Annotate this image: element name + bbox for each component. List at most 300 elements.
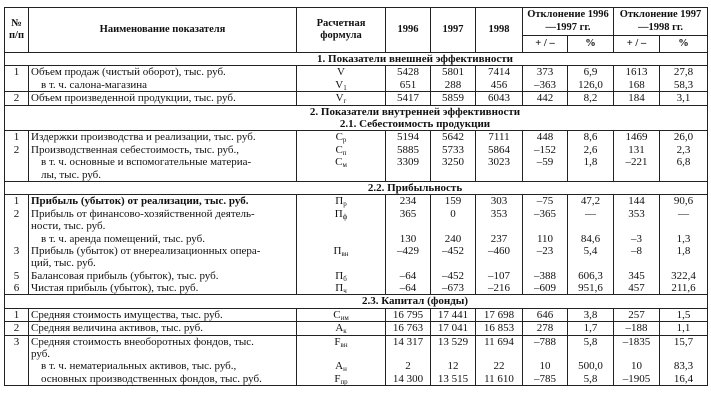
row-number-cell <box>5 335 29 386</box>
value: 288 <box>444 78 462 91</box>
indicator-name-cell <box>29 322 297 335</box>
formula: $F_{вн}$ <box>334 335 348 349</box>
value: –452 <box>442 244 464 257</box>
formula <box>299 257 383 269</box>
indicator-name: в т. ч. основные и вспомогательные материа- <box>41 156 252 169</box>
value: 353 <box>628 207 645 220</box>
value <box>662 257 705 269</box>
formula-cell <box>297 335 386 386</box>
value: 13 515 <box>437 372 469 385</box>
value: 234 <box>399 195 417 208</box>
value: –188 <box>625 322 648 335</box>
value-cell <box>660 308 708 321</box>
value-cell <box>568 66 614 92</box>
row-number <box>7 156 26 168</box>
value-cell <box>476 131 523 182</box>
value <box>570 257 611 269</box>
section-title <box>5 295 708 308</box>
value-cell <box>660 66 708 92</box>
value: 5428 <box>397 66 419 79</box>
value: –8 <box>631 244 642 257</box>
value: –1835 <box>622 335 651 348</box>
formula: $С_{им}$ <box>333 308 349 322</box>
value: 1469 <box>625 131 648 144</box>
value: 6,9 <box>583 66 598 79</box>
value: 10 <box>539 360 551 373</box>
value: –1905 <box>622 372 651 385</box>
row-number <box>7 257 26 269</box>
value: 159 <box>444 195 462 208</box>
value: –452 <box>442 269 464 282</box>
value: 373 <box>536 66 554 79</box>
value-cell <box>568 131 614 182</box>
value-cell <box>431 322 476 335</box>
value: 211,6 <box>671 282 696 295</box>
value: –673 <box>442 282 464 295</box>
row-number: 3 <box>13 335 20 348</box>
formula: $С_п$ <box>335 143 347 157</box>
value: 5642 <box>442 131 464 144</box>
value: 6043 <box>488 92 510 105</box>
section-subtitle-text: 2.1. Себестоимость продукции <box>339 117 491 130</box>
formula-subscript: м <box>342 161 347 170</box>
value: 3250 <box>442 156 464 169</box>
value: –152 <box>534 143 556 156</box>
value <box>478 348 520 360</box>
value-cell <box>660 195 708 295</box>
row-number: 2 <box>13 143 20 156</box>
value-cell <box>614 92 660 105</box>
value: –64 <box>399 269 417 282</box>
indicator-name: лы, тыс. руб. <box>41 168 102 181</box>
value-cell <box>476 322 523 335</box>
value: 184 <box>628 92 645 105</box>
value: 47,2 <box>580 195 601 208</box>
value <box>525 257 565 269</box>
value <box>388 348 428 360</box>
formula: $П_б$ <box>335 269 347 283</box>
value: 1,3 <box>676 232 691 245</box>
value: 5801 <box>442 66 464 79</box>
section-header <box>5 181 708 194</box>
col-header-dev-1996-1997: Отклонение 1996—1997 гг. <box>523 8 614 36</box>
value: 6,8 <box>676 156 691 169</box>
value: 13 529 <box>437 335 469 348</box>
value: –216 <box>488 282 510 295</box>
formula-subscript: пр <box>340 377 348 386</box>
value-cell <box>386 92 431 105</box>
value: 651 <box>399 78 417 91</box>
formula <box>299 233 383 245</box>
value-cell <box>476 308 523 321</box>
value: 365 <box>399 207 417 220</box>
value <box>616 169 657 181</box>
indicator-name: Производственная себестоимость, тыс. руб., <box>31 143 240 156</box>
value <box>433 348 473 360</box>
table-row <box>5 195 708 295</box>
value-cell <box>523 66 568 92</box>
formula-cell <box>297 66 386 92</box>
value: –460 <box>488 244 510 257</box>
indicator-name-cell <box>29 131 297 182</box>
indicator-name: Прибыль (убыток) от внереализационных опера- <box>31 244 261 257</box>
value-cell <box>431 92 476 105</box>
section-title-text: 2. Показатели внутренней эффективности <box>309 105 521 118</box>
value-cell <box>431 308 476 321</box>
indicator-name-cell <box>29 195 297 295</box>
formula: $С_р$ <box>335 131 347 145</box>
formula-subscript: г <box>343 97 347 106</box>
formula-subscript: ф <box>342 212 348 221</box>
row-number <box>7 233 26 245</box>
value <box>525 348 565 360</box>
value-cell <box>476 195 523 295</box>
row-number <box>7 169 26 181</box>
row-number: 1 <box>13 66 20 79</box>
value: 8,6 <box>583 131 598 144</box>
value: 303 <box>490 195 508 208</box>
value: 5194 <box>397 131 419 144</box>
row-number-cell <box>5 131 29 182</box>
value-cell <box>476 92 523 105</box>
value: 5885 <box>397 143 419 156</box>
formula <box>299 220 383 232</box>
value: 144 <box>628 195 645 208</box>
col-header-abs: + / – <box>614 36 660 53</box>
value: 27,8 <box>673 66 694 79</box>
value: –221 <box>625 156 648 169</box>
value: 11 610 <box>484 372 514 385</box>
formula: $П_ф$ <box>334 207 348 221</box>
value <box>433 257 473 269</box>
formula-subscript: р <box>343 200 347 209</box>
value: 83,3 <box>673 360 694 373</box>
value-cell <box>386 131 431 182</box>
value <box>478 220 520 232</box>
formula: $П_ч$ <box>335 282 347 296</box>
section-title-text: 2.2. Прибыльность <box>367 181 463 194</box>
value: 237 <box>490 232 508 245</box>
value: 3,8 <box>583 308 598 321</box>
value: 2 <box>405 360 411 373</box>
row-number <box>7 373 26 385</box>
value: 10 <box>631 360 642 373</box>
value: –785 <box>534 372 556 385</box>
indicator-name: Объем произведенной продукции, тыс. руб. <box>31 92 236 105</box>
indicator-name: в т. ч. нематериальных активов, тыс. руб., <box>41 360 237 373</box>
value: 2,6 <box>583 143 598 156</box>
value-cell <box>568 92 614 105</box>
formula-subscript: 1 <box>343 83 347 92</box>
value-cell <box>523 92 568 105</box>
indicator-name: ций, тыс. руб. <box>31 257 96 270</box>
value: –107 <box>488 269 510 282</box>
row-number <box>7 220 26 232</box>
value: 5,8 <box>583 372 598 385</box>
value <box>433 220 473 232</box>
value: 5,4 <box>583 244 598 257</box>
value-cell <box>614 308 660 321</box>
formula-cell <box>297 131 386 182</box>
value-cell <box>523 308 568 321</box>
value: 606,3 <box>578 269 603 282</box>
formula: $V_г$ <box>335 92 347 106</box>
value: 278 <box>536 322 554 335</box>
formula: $F_{пр}$ <box>334 372 348 386</box>
row-number <box>7 348 26 360</box>
formula-subscript: р <box>342 136 347 145</box>
value-cell <box>431 131 476 182</box>
formula-cell <box>297 308 386 321</box>
value-cell <box>660 335 708 386</box>
row-number <box>7 79 26 91</box>
formula: V <box>337 66 345 79</box>
value: 5859 <box>442 92 464 105</box>
value <box>662 220 705 232</box>
value: –363 <box>534 78 556 91</box>
value-cell <box>523 322 568 335</box>
row-number-cell <box>5 92 29 105</box>
row-number: 5 <box>13 269 20 282</box>
row-number <box>7 360 26 372</box>
row-number: 2 <box>13 207 20 220</box>
value-cell <box>386 335 431 386</box>
formula <box>299 348 383 360</box>
value: 1,8 <box>583 156 598 169</box>
formula-subscript: вн <box>341 249 349 258</box>
value-cell <box>431 195 476 295</box>
col-header-dev-1997-1998: Отклонение 1997—1998 гг. <box>614 8 708 36</box>
value-cell <box>431 335 476 386</box>
value: 130 <box>399 232 417 245</box>
indicator-name-cell <box>29 92 297 105</box>
indicator-name: Прибыль (убыток) от реализации, тыс. руб. <box>31 195 249 208</box>
value-cell <box>523 335 568 386</box>
value-cell <box>614 131 660 182</box>
value-cell <box>523 131 568 182</box>
value: 1,5 <box>676 308 691 321</box>
value-cell <box>523 195 568 295</box>
value: 1,8 <box>676 244 691 257</box>
value: 322,4 <box>671 269 696 282</box>
indicator-name: Средняя стоимость имущества, тыс. руб. <box>31 308 223 321</box>
value: 168 <box>628 78 645 91</box>
value-cell <box>568 308 614 321</box>
row-number: 1 <box>13 131 20 144</box>
value: –64 <box>399 282 417 295</box>
col-header-formula: Расчетная формула <box>297 8 386 53</box>
indicator-name: в т. ч. салона-магазина <box>41 78 148 91</box>
value <box>662 348 705 360</box>
value: 2,3 <box>676 143 691 156</box>
value: 257 <box>628 308 645 321</box>
value: 17 441 <box>437 308 469 321</box>
value-cell <box>660 92 708 105</box>
value <box>662 169 705 181</box>
section-header <box>5 295 708 308</box>
col-header-1998: 1998 <box>476 8 523 53</box>
section-title <box>5 105 708 131</box>
col-header-abs: + / – <box>523 36 568 53</box>
value: 5733 <box>442 143 464 156</box>
row-number-cell <box>5 308 29 321</box>
value-cell <box>660 322 708 335</box>
value: 951,6 <box>578 282 603 295</box>
table-row <box>5 66 708 92</box>
value: 84,6 <box>580 232 601 245</box>
table-row <box>5 322 708 335</box>
formula: $П_{вн}$ <box>333 244 349 258</box>
value: 345 <box>628 269 645 282</box>
value-cell <box>614 322 660 335</box>
indicator-name: ности, тыс. руб. <box>31 220 106 233</box>
value <box>433 169 473 181</box>
value-cell <box>660 131 708 182</box>
indicator-name: в т. ч. аренда помещений, тыс. руб. <box>41 232 206 245</box>
value: 646 <box>536 308 554 321</box>
value: 16,4 <box>673 372 694 385</box>
formula-subscript: ч <box>343 287 347 296</box>
value <box>388 257 428 269</box>
value: 14 317 <box>392 335 424 348</box>
indicator-name: Прибыль от финансово-хозяйственной деятель- <box>31 207 255 220</box>
col-header-pct: % <box>568 36 614 53</box>
value: –609 <box>534 282 556 295</box>
value: 456 <box>490 78 508 91</box>
indicator-name-cell <box>29 66 297 92</box>
value: — <box>585 207 596 220</box>
value: 5864 <box>488 143 510 156</box>
formula <box>299 169 383 181</box>
value: 7111 <box>488 131 510 144</box>
value: 3023 <box>488 156 510 169</box>
value <box>478 169 520 181</box>
value: 5,8 <box>583 335 598 348</box>
value: 240 <box>444 232 462 245</box>
value: 58,3 <box>673 78 694 91</box>
value: 126,0 <box>578 78 603 91</box>
value <box>616 257 657 269</box>
value-cell <box>431 66 476 92</box>
value: –3 <box>631 232 642 245</box>
value: 5417 <box>397 92 419 105</box>
indicator-name-cell <box>29 335 297 386</box>
col-header-1997: 1997 <box>431 8 476 53</box>
value: –59 <box>536 156 554 169</box>
section-title-text: 2.3. Капитал (фонды) <box>361 295 469 308</box>
value <box>525 169 565 181</box>
indicator-name: основных производственных фондов, тыс. руб. <box>41 372 262 385</box>
col-header-pct: % <box>660 36 708 53</box>
value: 7414 <box>488 66 510 79</box>
indicator-name: Балансовая прибыль (убыток), тыс. руб. <box>31 269 219 282</box>
indicators-table <box>4 7 708 386</box>
value: –365 <box>534 207 556 220</box>
value: 1613 <box>625 66 648 79</box>
value-cell <box>386 322 431 335</box>
value: –23 <box>536 244 554 257</box>
value-cell <box>568 322 614 335</box>
indicator-name: руб. <box>31 348 51 361</box>
formula-subscript: п <box>342 148 347 157</box>
value: 3,1 <box>676 92 691 105</box>
value: 110 <box>536 232 554 245</box>
table-row <box>5 308 708 321</box>
value-cell <box>614 66 660 92</box>
value: 131 <box>628 143 645 156</box>
section-header <box>5 53 708 66</box>
value: 16 853 <box>483 322 515 335</box>
section-header <box>5 105 708 131</box>
value <box>388 169 428 181</box>
section-title <box>5 53 708 66</box>
value: — <box>678 207 689 220</box>
value: 500,0 <box>578 360 603 373</box>
formula-cell <box>297 92 386 105</box>
formula: $V_1$ <box>335 78 347 92</box>
indicator-name: Средняя величина активов, тыс. руб. <box>31 322 203 335</box>
value-cell <box>386 195 431 295</box>
row-number: 1 <box>13 308 20 321</box>
row-number: 6 <box>13 282 20 295</box>
value <box>616 348 657 360</box>
formula: $П_р$ <box>335 195 347 209</box>
formula-cell <box>297 322 386 335</box>
row-number-cell <box>5 195 29 295</box>
value: 442 <box>536 92 554 105</box>
row-number: 3 <box>13 244 20 257</box>
formula-subscript: б <box>343 274 347 283</box>
formula-cell <box>297 195 386 295</box>
formula: $А_к$ <box>335 322 347 336</box>
value: 3309 <box>397 156 419 169</box>
col-header-name: Наименование показателя <box>29 8 297 53</box>
value: 14 300 <box>392 372 424 385</box>
value: 22 <box>493 360 505 373</box>
formula-subscript: к <box>343 327 347 336</box>
formula: $А_н$ <box>335 360 347 374</box>
value: 12 <box>447 360 459 373</box>
formula: $С_м$ <box>335 156 347 170</box>
value: 16 763 <box>392 322 424 335</box>
value <box>478 257 520 269</box>
row-number-cell <box>5 66 29 92</box>
row-number-cell <box>5 322 29 335</box>
row-number: 1 <box>13 195 20 208</box>
row-number: 2 <box>13 322 20 335</box>
section-title-text: 1. Показатели внешней эффективности <box>317 53 513 65</box>
value-cell <box>476 66 523 92</box>
indicator-name: Чистая прибыль (убыток), тыс. руб. <box>31 282 199 295</box>
value-cell <box>386 66 431 92</box>
value: 26,0 <box>673 131 694 144</box>
col-header-1996: 1996 <box>386 8 431 53</box>
value: 17 041 <box>437 322 469 335</box>
value <box>570 220 611 232</box>
value: –788 <box>534 335 556 348</box>
value: 0 <box>450 207 456 220</box>
row-number: 2 <box>13 92 20 105</box>
indicator-name: Объем продаж (чистый оборот), тыс. руб. <box>31 66 226 79</box>
value: –75 <box>536 195 554 208</box>
value: 90,6 <box>673 195 694 208</box>
value-cell <box>568 195 614 295</box>
value-cell <box>614 195 660 295</box>
value: –388 <box>534 269 556 282</box>
value <box>570 169 611 181</box>
value-cell <box>568 335 614 386</box>
formula-subscript: н <box>343 365 347 374</box>
